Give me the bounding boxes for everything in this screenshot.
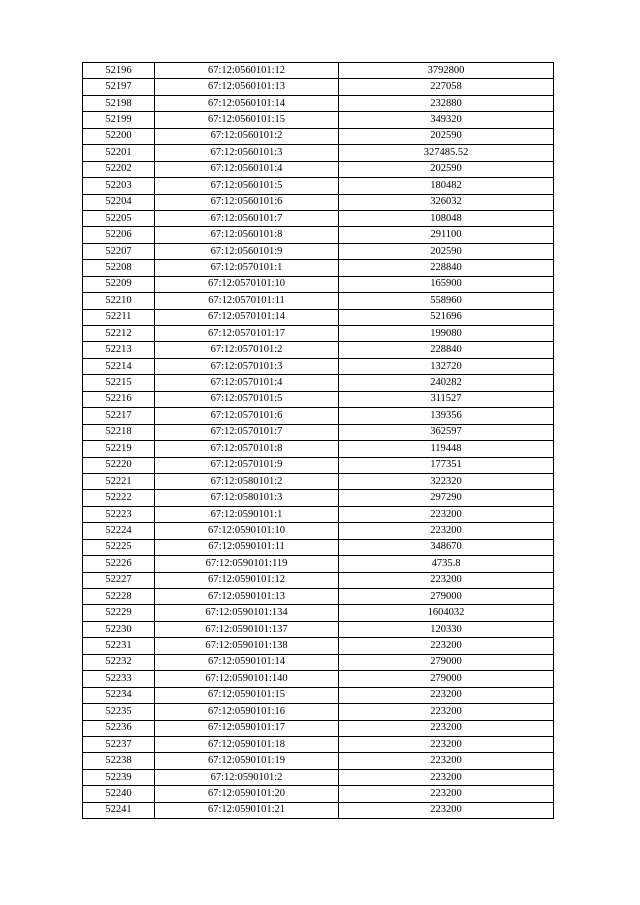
row-number-cell: 52218 — [83, 424, 155, 440]
table-body — [83, 63, 554, 819]
row-number-cell: 52231 — [83, 638, 155, 654]
cadastral-value-cell: 326032 — [339, 194, 554, 210]
cadastral-value-cell: 223200 — [339, 736, 554, 752]
cadastral-value-cell: 521696 — [339, 309, 554, 325]
cadastral-value-cell: 279000 — [339, 589, 554, 605]
cadastral-number-cell: 67:12:0560101:4 — [155, 161, 339, 177]
cadastral-number-cell: 67:12:0590101:18 — [155, 736, 339, 752]
table-row — [83, 802, 554, 818]
cadastral-number-cell: 67:12:0560101:12 — [155, 63, 339, 79]
cadastral-value-cell: 223200 — [339, 786, 554, 802]
cadastral-number-cell: 67:12:0570101:9 — [155, 457, 339, 473]
table-row — [83, 408, 554, 424]
row-number-cell: 52203 — [83, 178, 155, 194]
row-number-cell: 52206 — [83, 227, 155, 243]
cadastral-value-cell: 4735.8 — [339, 556, 554, 572]
cadastral-number-cell: 67:12:0590101:14 — [155, 654, 339, 670]
cadastral-value-cell: 177351 — [339, 457, 554, 473]
cadastral-number-cell: 67:12:0560101:3 — [155, 145, 339, 161]
cadastral-number-cell: 67:12:0590101:10 — [155, 523, 339, 539]
cadastral-number-cell: 67:12:0560101:7 — [155, 210, 339, 226]
table-row — [83, 243, 554, 259]
cadastral-value-cell: 279000 — [339, 654, 554, 670]
table-row — [83, 556, 554, 572]
cadastral-value-cell: 165900 — [339, 276, 554, 292]
cadastral-number-cell: 67:12:0590101:19 — [155, 753, 339, 769]
table-row — [83, 506, 554, 522]
table-row — [83, 391, 554, 407]
cadastral-number-cell: 67:12:0590101:17 — [155, 720, 339, 736]
cadastral-value-cell: 3792800 — [339, 63, 554, 79]
cadastral-number-cell: 67:12:0560101:15 — [155, 112, 339, 128]
table-row — [83, 309, 554, 325]
row-number-cell: 52213 — [83, 342, 155, 358]
table-row — [83, 358, 554, 374]
cadastral-number-cell: 67:12:0590101:2 — [155, 769, 339, 785]
table-row — [83, 769, 554, 785]
cadastral-number-cell: 67:12:0570101:14 — [155, 309, 339, 325]
cadastral-value-cell: 228840 — [339, 260, 554, 276]
cadastral-value-cell: 108048 — [339, 210, 554, 226]
cadastral-value-cell: 223200 — [339, 704, 554, 720]
cadastral-number-cell: 67:12:0590101:138 — [155, 638, 339, 654]
table-row — [83, 572, 554, 588]
table-row — [83, 63, 554, 79]
row-number-cell: 52222 — [83, 490, 155, 506]
cadastral-value-cell: 279000 — [339, 671, 554, 687]
row-number-cell: 52198 — [83, 95, 155, 111]
row-number-cell: 52208 — [83, 260, 155, 276]
table-row — [83, 112, 554, 128]
cadastral-number-cell: 67:12:0590101:20 — [155, 786, 339, 802]
cadastral-number-cell: 67:12:0590101:119 — [155, 556, 339, 572]
table-row — [83, 260, 554, 276]
table-row — [83, 210, 554, 226]
cadastral-number-cell: 67:12:0590101:11 — [155, 539, 339, 555]
cadastral-number-cell: 67:12:0560101:8 — [155, 227, 339, 243]
cadastral-value-cell: 558960 — [339, 293, 554, 309]
table-row — [83, 145, 554, 161]
table-row — [83, 441, 554, 457]
cadastral-value-cell: 327485.52 — [339, 145, 554, 161]
cadastral-value-cell: 362597 — [339, 424, 554, 440]
cadastral-number-cell: 67:12:0590101:140 — [155, 671, 339, 687]
cadastral-value-cell: 199080 — [339, 326, 554, 342]
row-number-cell: 52217 — [83, 408, 155, 424]
table-row — [83, 276, 554, 292]
cadastral-number-cell: 67:12:0580101:2 — [155, 473, 339, 489]
cadastral-value-cell: 349320 — [339, 112, 554, 128]
row-number-cell: 52199 — [83, 112, 155, 128]
cadastral-number-cell: 67:12:0560101:9 — [155, 243, 339, 259]
row-number-cell: 52202 — [83, 161, 155, 177]
cadastral-value-cell: 223200 — [339, 802, 554, 818]
cadastral-value-cell: 223200 — [339, 638, 554, 654]
cadastral-number-cell: 67:12:0560101:5 — [155, 178, 339, 194]
row-number-cell: 52235 — [83, 704, 155, 720]
row-number-cell: 52209 — [83, 276, 155, 292]
cadastral-number-cell: 67:12:0570101:8 — [155, 441, 339, 457]
table-row — [83, 704, 554, 720]
cadastral-value-cell: 291100 — [339, 227, 554, 243]
table-row — [83, 720, 554, 736]
cadastral-number-cell: 67:12:0590101:16 — [155, 704, 339, 720]
cadastral-number-cell: 67:12:0590101:12 — [155, 572, 339, 588]
row-number-cell: 52234 — [83, 687, 155, 703]
row-number-cell: 52197 — [83, 79, 155, 95]
table-row — [83, 753, 554, 769]
table-row — [83, 293, 554, 309]
cadastral-number-cell: 67:12:0570101:6 — [155, 408, 339, 424]
cadastral-number-cell: 67:12:0560101:6 — [155, 194, 339, 210]
table-row — [83, 473, 554, 489]
cadastral-value-cell: 232880 — [339, 95, 554, 111]
row-number-cell: 52224 — [83, 523, 155, 539]
cadastral-number-cell: 67:12:0570101:3 — [155, 358, 339, 374]
row-number-cell: 52240 — [83, 786, 155, 802]
table-row — [83, 457, 554, 473]
row-number-cell: 52216 — [83, 391, 155, 407]
row-number-cell: 52229 — [83, 605, 155, 621]
table-row — [83, 589, 554, 605]
cadastral-number-cell: 67:12:0590101:13 — [155, 589, 339, 605]
row-number-cell: 52237 — [83, 736, 155, 752]
cadastral-value-cell: 223200 — [339, 769, 554, 785]
table-row — [83, 375, 554, 391]
cadastral-number-cell: 67:12:0580101:3 — [155, 490, 339, 506]
table-row — [83, 490, 554, 506]
row-number-cell: 52211 — [83, 309, 155, 325]
row-number-cell: 52233 — [83, 671, 155, 687]
row-number-cell: 52239 — [83, 769, 155, 785]
cadastral-number-cell: 67:12:0560101:13 — [155, 79, 339, 95]
cadastral-number-cell: 67:12:0590101:1 — [155, 506, 339, 522]
cadastral-value-cell: 202590 — [339, 128, 554, 144]
row-number-cell: 52214 — [83, 358, 155, 374]
row-number-cell: 52215 — [83, 375, 155, 391]
row-number-cell: 52212 — [83, 326, 155, 342]
cadastral-value-cell: 322320 — [339, 473, 554, 489]
cadastral-value-cell: 223200 — [339, 720, 554, 736]
row-number-cell: 52225 — [83, 539, 155, 555]
row-number-cell: 52205 — [83, 210, 155, 226]
row-number-cell: 52228 — [83, 589, 155, 605]
cadastral-value-cell: 348670 — [339, 539, 554, 555]
cadastral-value-cell: 223200 — [339, 753, 554, 769]
cadastral-number-cell: 67:12:0570101:2 — [155, 342, 339, 358]
cadastral-number-cell: 67:12:0590101:15 — [155, 687, 339, 703]
table-row — [83, 638, 554, 654]
row-number-cell: 52204 — [83, 194, 155, 210]
cadastral-number-cell: 67:12:0590101:137 — [155, 621, 339, 637]
row-number-cell: 52226 — [83, 556, 155, 572]
cadastral-value-cell: 297290 — [339, 490, 554, 506]
row-number-cell: 52232 — [83, 654, 155, 670]
cadastral-value-cell: 119448 — [339, 441, 554, 457]
cadastral-value-cell: 240282 — [339, 375, 554, 391]
cadastral-number-cell: 67:12:0570101:5 — [155, 391, 339, 407]
row-number-cell: 52219 — [83, 441, 155, 457]
table-row — [83, 79, 554, 95]
row-number-cell: 52236 — [83, 720, 155, 736]
table-row — [83, 671, 554, 687]
cadastral-number-cell: 67:12:0570101:1 — [155, 260, 339, 276]
table-row — [83, 161, 554, 177]
row-number-cell: 52238 — [83, 753, 155, 769]
table-row — [83, 424, 554, 440]
table-row — [83, 539, 554, 555]
row-number-cell: 52207 — [83, 243, 155, 259]
cadastral-number-cell: 67:12:0570101:11 — [155, 293, 339, 309]
cadastral-value-cell: 311527 — [339, 391, 554, 407]
table-row — [83, 342, 554, 358]
table-row — [83, 786, 554, 802]
row-number-cell: 52230 — [83, 621, 155, 637]
row-number-cell: 52196 — [83, 63, 155, 79]
row-number-cell: 52221 — [83, 473, 155, 489]
table-row — [83, 178, 554, 194]
row-number-cell: 52227 — [83, 572, 155, 588]
cadastral-value-cell: 180482 — [339, 178, 554, 194]
cadastral-value-cell: 120330 — [339, 621, 554, 637]
cadastral-value-cell: 227058 — [339, 79, 554, 95]
cadastral-value-cell: 139356 — [339, 408, 554, 424]
table-row — [83, 621, 554, 637]
cadastral-number-cell: 67:12:0570101:4 — [155, 375, 339, 391]
row-number-cell: 52223 — [83, 506, 155, 522]
table-row — [83, 227, 554, 243]
cadastral-value-cell: 202590 — [339, 161, 554, 177]
table-row — [83, 654, 554, 670]
cadastral-value-cell: 202590 — [339, 243, 554, 259]
cadastral-number-cell: 67:12:0560101:14 — [155, 95, 339, 111]
cadastral-number-cell: 67:12:0570101:17 — [155, 326, 339, 342]
table-row — [83, 605, 554, 621]
row-number-cell: 52241 — [83, 802, 155, 818]
table-row — [83, 523, 554, 539]
row-number-cell: 52200 — [83, 128, 155, 144]
cadastral-value-cell: 228840 — [339, 342, 554, 358]
cadastral-value-cell: 223200 — [339, 506, 554, 522]
cadastral-number-cell: 67:12:0570101:10 — [155, 276, 339, 292]
row-number-cell: 52210 — [83, 293, 155, 309]
cadastral-number-cell: 67:12:0560101:2 — [155, 128, 339, 144]
cadastral-value-cell: 223200 — [339, 523, 554, 539]
table-row — [83, 736, 554, 752]
table-row — [83, 128, 554, 144]
cadastral-value-table — [82, 62, 554, 819]
table-row — [83, 687, 554, 703]
table-row — [83, 326, 554, 342]
table-row — [83, 95, 554, 111]
cadastral-number-cell: 67:12:0570101:7 — [155, 424, 339, 440]
table-row — [83, 194, 554, 210]
row-number-cell: 52220 — [83, 457, 155, 473]
cadastral-value-cell: 1604032 — [339, 605, 554, 621]
cadastral-number-cell: 67:12:0590101:134 — [155, 605, 339, 621]
cadastral-value-cell: 223200 — [339, 572, 554, 588]
cadastral-number-cell: 67:12:0590101:21 — [155, 802, 339, 818]
row-number-cell: 52201 — [83, 145, 155, 161]
cadastral-value-cell: 223200 — [339, 687, 554, 703]
cadastral-value-cell: 132720 — [339, 358, 554, 374]
